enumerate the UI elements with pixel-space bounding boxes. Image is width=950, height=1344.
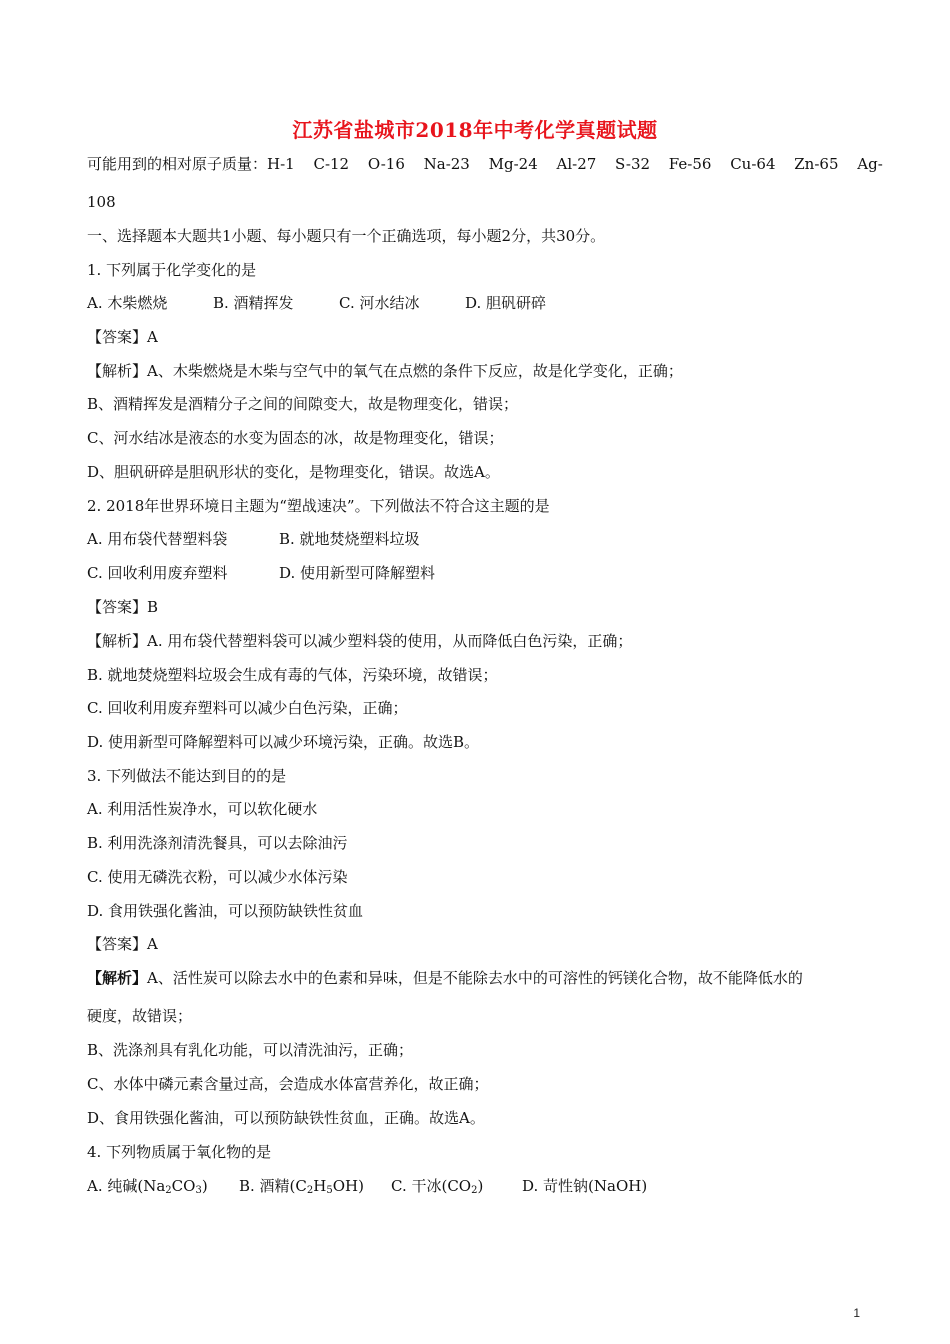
question-3-analysis-4: C、水体中磷元素含量过高，会造成水体富营养化，故正确； — [87, 1075, 489, 1093]
q2-option-a: A. 用布袋代替塑料袋 — [87, 530, 228, 548]
atomic-masses-line-cont: 108 — [87, 193, 116, 211]
q2-option-d: D. 使用新型可降解塑料 — [279, 564, 436, 582]
q3-option-d: D. 食用铁强化酱油，可以预防缺铁性贫血 — [87, 902, 364, 920]
q1-option-b: B. 酒精挥发 — [213, 294, 294, 312]
q4-option-c: C. 干冰$(CO_2)$ — [391, 1177, 484, 1196]
q4-option-b: B. 酒精$(C_2H_5OH)$ — [239, 1177, 364, 1196]
question-2-options-row2 — [87, 563, 435, 583]
atomic-masses-line: 可能用到的相对原子质量：H-1 C-12 O-16 Na-23 Mg-24 Al-27 S-32 Fe-56 Cu-64 Zn-65 Ag- — [87, 155, 883, 173]
question-3-analysis-2: 硬度，故错误； — [87, 1007, 193, 1025]
q1-option-a: A. 木柴燃烧 — [87, 294, 168, 312]
question-1-analysis-2: B、酒精挥发是酒精分子之间的间隙变大，故是物理变化，错误； — [87, 395, 519, 413]
question-3-answer: 【答案】A — [87, 935, 158, 953]
question-3-analysis-1 — [87, 968, 803, 988]
question-1-analysis-4: D、胆矾研碎是胆矾形状的变化，是物理变化，错误。故选A。 — [87, 463, 500, 481]
question-2-options-row1 — [87, 529, 420, 549]
question-1-analysis-3: C、河水结冰是液态的水变为固态的冰，故是物理变化，错误； — [87, 429, 504, 447]
question-3-stem: 3. 下列做法不能达到目的的是 — [87, 767, 287, 785]
question-3-analysis-3: B、洗涤剂具有乳化功能，可以清洗油污，正确； — [87, 1041, 414, 1059]
question-2-analysis-4: D. 使用新型可降解塑料可以减少环境污染，正确。故选B。 — [87, 733, 480, 751]
q2-option-c: C. 回收利用废弃塑料 — [87, 564, 228, 582]
q2-option-b: B. 就地焚烧塑料垃圾 — [279, 530, 420, 548]
q1-option-d: D. 胆矾研碎 — [465, 294, 547, 312]
question-2-analysis-3: C. 回收利用废弃塑料可以减少白色污染，正确； — [87, 699, 408, 717]
question-1-analysis-1: 【解析】A、木柴燃烧是木柴与空气中的氧气在点燃的条件下反应，故是化学变化，正确； — [87, 362, 683, 380]
question-2-analysis-1: 【解析】A. 用布袋代替塑料袋可以减少塑料袋的使用，从而降低白色污染，正确； — [87, 632, 633, 650]
page-number: 1 — [853, 1306, 860, 1320]
question-4-options — [87, 1176, 647, 1201]
question-2-analysis-2: B. 就地焚烧塑料垃圾会生成有毒的气体，污染环境，故错误； — [87, 666, 498, 684]
question-4-stem: 4. 下列物质属于氧化物的是 — [87, 1143, 272, 1161]
q4-option-a: A. 纯碱$(Na_2CO_3)$ — [87, 1177, 208, 1196]
question-1-options — [87, 293, 546, 313]
question-1-stem: 1. 下列属于化学变化的是 — [87, 261, 257, 279]
q3-option-a: A. 利用活性炭净水，可以软化硬水 — [87, 800, 318, 818]
question-2-stem: 2. 2018年世界环境日主题为“塑战速决”。下列做法不符合这主题的是 — [87, 497, 550, 515]
section-heading: 一、选择题本大题共1小题、每小题只有一个正确选项，每小题2分，共30分。 — [87, 227, 606, 245]
q3-option-c: C. 使用无磷洗衣粉，可以减少水体污染 — [87, 868, 348, 886]
document-title: 江苏省盐城市2018年中考化学真题试题 — [292, 118, 658, 142]
analysis-label: 【解析】 — [87, 969, 148, 987]
q3-option-b: B. 利用洗涤剂清洗餐具，可以去除油污 — [87, 834, 348, 852]
analysis-text: A、活性炭可以除去水中的色素和异味，但是不能除去水中的可溶性的钙镁化合物，故不能降低水的 — [147, 969, 803, 987]
question-2-answer: 【答案】B — [87, 598, 159, 616]
q4-option-d: D. 苛性钠(NaOH) — [522, 1177, 648, 1195]
question-3-analysis-5: D、食用铁强化酱油，可以预防缺铁性贫血，正确。故选A。 — [87, 1109, 485, 1127]
question-1-answer: 【答案】A — [87, 328, 158, 346]
q1-option-c: C. 河水结冰 — [339, 294, 420, 312]
